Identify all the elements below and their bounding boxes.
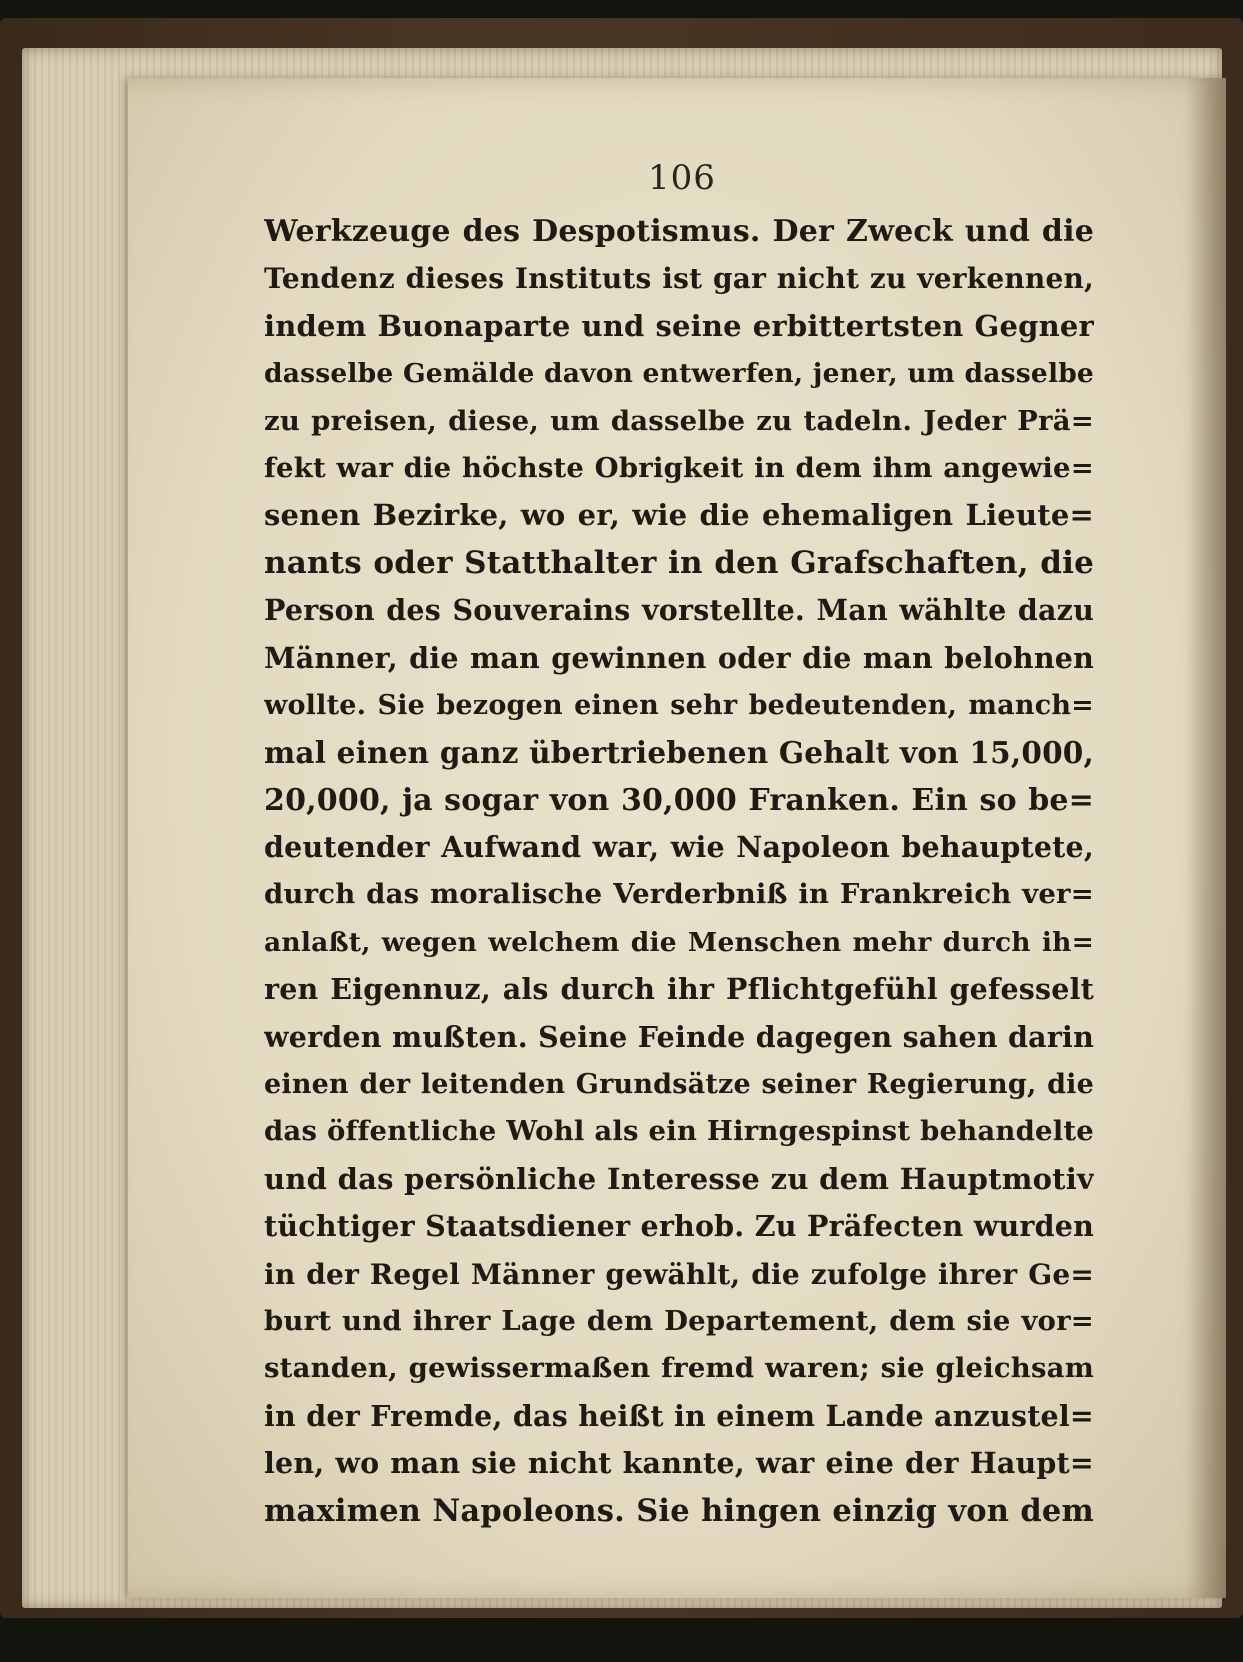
- text-line: standen, gewissermaßen fremd waren; sie gleichsam: [264, 1352, 1094, 1385]
- text-line: zu preisen, diese, um dasselbe zu tadeln. Jeder Prä=: [264, 404, 1094, 437]
- text-line: tüchtiger Staatsdiener erhob. Zu Präfecten wurden: [264, 1209, 1094, 1244]
- text-line: einen der leitenden Grundsätze seiner Regierung, die: [264, 1069, 1094, 1101]
- text-line: in der Regel Männer gewählt, die zufolge ihrer Ge=: [264, 1257, 1094, 1291]
- text-line: ren Eigennuz, als durch ihr Pflichtgefühl gefesselt: [264, 972, 1094, 1007]
- text-line: senen Bezirke, wo er, wie die ehemaligen Lieute=: [264, 498, 1094, 533]
- text-line: wollte. Sie bezogen einen sehr bedeutenden, manch=: [264, 689, 1094, 721]
- text-line: das öffentliche Wohl als ein Hirngespinst behandelte: [264, 1115, 1094, 1148]
- page-number: 106: [648, 158, 716, 198]
- text-line: 20,000, ja sogar von 30,000 Franken. Ein so be=: [264, 782, 1094, 818]
- text-line: anlaßt, wegen welchem die Menschen mehr durch ih=: [264, 926, 1094, 958]
- text-line: in der Fremde, das heißt in einem Lande anzustel=: [264, 1398, 1094, 1433]
- text-line: indem Buonaparte und seine erbittertsten Gegner: [264, 308, 1094, 343]
- text-line: len, wo man sie nicht kannte, war eine der Haupt=: [264, 1446, 1094, 1481]
- text-line: dasselbe Gemälde davon entwerfen, jener, um dasselbe: [264, 358, 1094, 390]
- book-page: [128, 78, 1226, 1598]
- text-line: mal einen ganz übertriebenen Gehalt von 15,000,: [264, 735, 1094, 771]
- body-text: [264, 208, 1094, 1535]
- text-line: Tendenz dieses Instituts ist gar nicht zu verkennen,: [264, 262, 1094, 296]
- text-line: werden mußten. Seine Feinde dagegen sahen darin: [264, 1019, 1094, 1054]
- text-line: Männer, die man gewinnen oder die man belohnen: [264, 640, 1094, 675]
- text-line: nants oder Statthalter in den Grafschaften, die: [264, 544, 1094, 581]
- text-line: Werkzeuge des Despotismus. Der Zweck und die: [264, 214, 1094, 249]
- text-line: maximen Napoleons. Sie hingen einzig von dem: [264, 1492, 1094, 1529]
- text-line: fekt war die höchste Obrigkeit in dem ihm angewie=: [264, 451, 1094, 484]
- text-line: und das persönliche Interesse zu dem Hauptmotiv: [264, 1161, 1094, 1196]
- spine-shadow: [1186, 78, 1226, 1598]
- text-line: deutender Aufwand war, wie Napoleon behauptete,: [264, 830, 1094, 865]
- text-line: burt und ihrer Lage dem Departement, dem sie vor=: [264, 1304, 1094, 1337]
- text-line: Person des Souverains vorstellte. Man wählte dazu: [264, 593, 1094, 628]
- text-line: durch das moralische Verderbniß in Frankreich ver=: [264, 878, 1094, 911]
